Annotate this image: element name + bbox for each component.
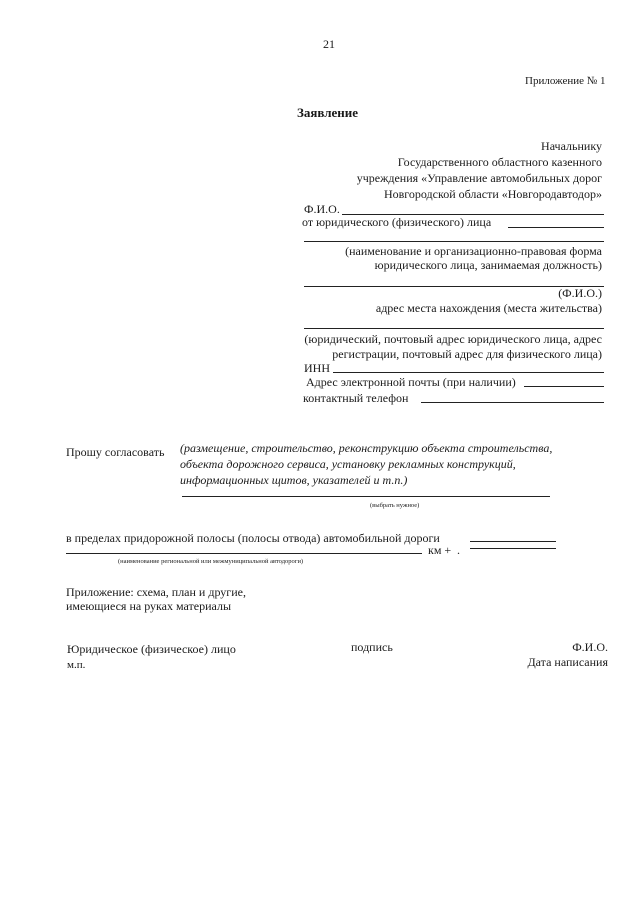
entity-name-fill-line — [304, 241, 604, 242]
km-fill-line — [470, 548, 556, 549]
signature-label: подпись — [351, 640, 393, 654]
fio-caption: (Ф.И.О.) — [558, 286, 602, 300]
document-title: Заявление — [297, 105, 359, 120]
choose-caption: (выбрать нужное) — [370, 502, 420, 509]
recipient-line-4: Новгородской области «Новгородавтодор» — [383, 187, 602, 201]
recipient-line-2: Государственного областного казенного — [397, 155, 602, 169]
stamp-label: м.п. — [67, 659, 86, 671]
road-name-fill-line — [66, 553, 422, 554]
fio-label: Ф.И.О. — [304, 202, 340, 216]
inn-fill-line — [333, 372, 604, 373]
request-options-3: информационных щитов, указателей и т.п.) — [180, 473, 408, 487]
signer-label: Юридическое (физическое) лицо — [67, 642, 236, 656]
from-entity-label: от юридического (физического) лица — [302, 215, 492, 229]
km-label: км + — [428, 543, 452, 557]
email-label: Адрес электронной почты (при наличии) — [306, 375, 516, 389]
phone-label: контактный телефон — [303, 391, 409, 405]
road-caption: (наименование региональной или межмуниципальной автодороги) — [118, 558, 304, 565]
page-number: 21 — [323, 37, 335, 51]
address-caption-2: регистрации, почтовый адрес для физического лица) — [332, 347, 602, 361]
road-fill-line — [470, 541, 556, 542]
date-label: Дата написания — [527, 655, 608, 669]
address-label: адрес места нахождения (места жительства) — [375, 301, 602, 315]
email-fill-line — [524, 386, 604, 387]
request-options-2: объекта дорожного сервиса, установку рекламных конструкций, — [180, 457, 516, 471]
recipient-line-1: Начальнику — [541, 139, 602, 153]
inn-label: ИНН — [304, 361, 330, 375]
address-caption-1: (юридический, почтовый адрес юридического лица, адрес — [304, 332, 602, 346]
road-line-label: в пределах придорожной полосы (полосы отвода) автомобильной дороги — [66, 531, 440, 545]
request-options-1: (размещение, строительство, реконструкцию объекта строительства, — [180, 441, 553, 455]
recipient-line-3: учреждения «Управление автомобильных дорог — [356, 171, 602, 185]
attachments-line-1: Приложение: схема, план и другие, — [66, 585, 246, 599]
from-entity-fill-line — [508, 227, 604, 228]
org-caption-2: юридического лица, занимаемая должность) — [374, 258, 602, 272]
km-dot: . — [457, 543, 460, 557]
request-choice-fill-line — [182, 496, 550, 497]
signer-fio-label: Ф.И.О. — [572, 640, 608, 654]
attachments-line-2: имеющиеся на руках материалы — [66, 599, 232, 613]
org-caption-1: (наименование и организационно-правовая форма — [345, 244, 602, 258]
request-label: Прошу согласовать — [66, 445, 165, 459]
phone-fill-line — [421, 402, 604, 403]
appendix-label: Приложение № 1 — [525, 75, 606, 87]
address-fill-line — [304, 328, 604, 329]
